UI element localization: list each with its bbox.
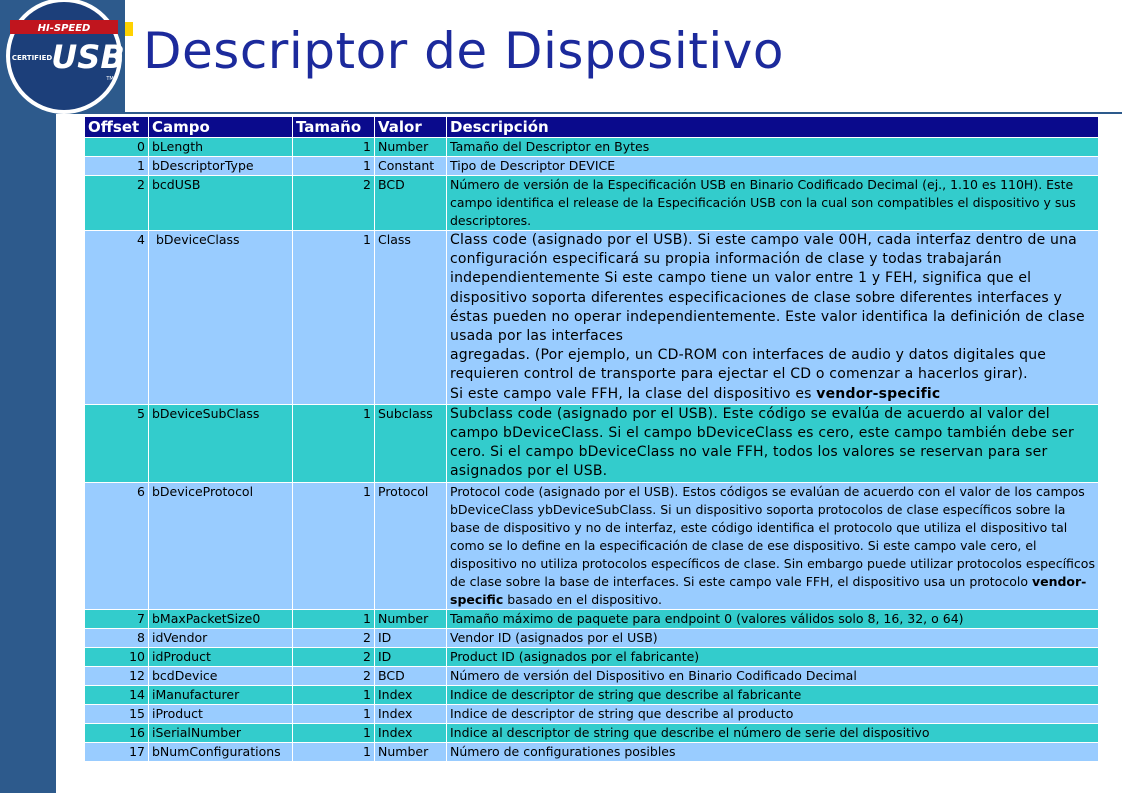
- cell-valor: Index: [375, 723, 447, 742]
- cell-offset: 8: [85, 628, 149, 647]
- cell-tamano: 2: [293, 628, 375, 647]
- header-tamano: Tamaño: [293, 117, 375, 138]
- cell-descripcion: Indice de descriptor de string que describe al fabricante: [447, 685, 1099, 704]
- desc-text: Class code (asignado por el USB). Si este campo vale 00H, cada interfaz dentro de una configuración especificará su propia información de clase y todas trabajarán independientemente Si este campo tiene un valor entre 1 y FEH, significa que el dispositivo soporta diferentes especificaciones de clase sobre diferentes interfaces y éstas pueden no operar independientemente. Este valor identifica la definición de clase usada por las interfaces agregadas. (Por ejemplo, un CD-ROM con interfaces de audio y datos digitales que requieren control de transporte para ejectar el CD o comenzar a hacerlos girar). Si este campo vale FFH, la clase del dispositivo es: [450, 232, 1085, 402]
- cell-offset: 0: [85, 138, 149, 157]
- cell-offset: 7: [85, 609, 149, 628]
- table-row: [85, 647, 1099, 666]
- table-row: [85, 176, 1099, 231]
- table-row: [85, 231, 1099, 405]
- cell-offset: 12: [85, 666, 149, 685]
- cell-descripcion: Número de versión de la Especificación USB en Binario Codificado Decimal (ej., 1.10 es 110H). Este campo identifica el release de la Especificación USB con la cual son compatibles el dispositivo y sus descriptores.: [447, 176, 1099, 231]
- cell-valor: Number: [375, 609, 447, 628]
- header-descripcion: Descripción: [447, 117, 1099, 138]
- cell-campo: bDescriptorType: [149, 157, 293, 176]
- cell-valor: Class: [375, 231, 447, 405]
- logo-side-text: CERTIFIED: [11, 54, 53, 62]
- table-row: [85, 609, 1099, 628]
- cell-descripcion: [447, 482, 1099, 609]
- cell-tamano: 1: [293, 157, 375, 176]
- cell-descripcion: Vendor ID (asignados por el USB): [447, 628, 1099, 647]
- left-side-band: [0, 112, 56, 793]
- cell-campo: iProduct: [149, 704, 293, 723]
- cell-valor: ID: [375, 628, 447, 647]
- header-valor: Valor: [375, 117, 447, 138]
- cell-campo: bcdUSB: [149, 176, 293, 231]
- cell-campo: bLength: [149, 138, 293, 157]
- table-row: [85, 742, 1099, 761]
- cell-descripcion: Product ID (asignados por el fabricante): [447, 647, 1099, 666]
- header-campo: Campo: [149, 117, 293, 138]
- cell-valor: Index: [375, 685, 447, 704]
- desc-tail-text: basado en el dispositivo.: [503, 591, 662, 607]
- cell-tamano: 2: [293, 647, 375, 666]
- cell-campo: bDeviceClass: [149, 231, 293, 405]
- cell-valor: BCD: [375, 666, 447, 685]
- table-header-row: [85, 117, 1099, 138]
- cell-descripcion: Número de configurationes posibles: [447, 742, 1099, 761]
- cell-campo: iManufacturer: [149, 685, 293, 704]
- cell-campo: bDeviceProtocol: [149, 482, 293, 609]
- cell-tamano: 2: [293, 666, 375, 685]
- title-divider: [56, 112, 1122, 114]
- cell-descripcion: Indice al descriptor de string que describe el número de serie del dispositivo: [447, 723, 1099, 742]
- cell-descripcion: [447, 231, 1099, 405]
- table-row: [85, 723, 1099, 742]
- cell-offset: 6: [85, 482, 149, 609]
- table-row: [85, 685, 1099, 704]
- cell-offset: 16: [85, 723, 149, 742]
- cell-descripcion: Tamaño del Descriptor en Bytes: [447, 138, 1099, 157]
- cell-tamano: 1: [293, 609, 375, 628]
- cell-offset: 17: [85, 742, 149, 761]
- table-row: [85, 628, 1099, 647]
- table-row: [85, 157, 1099, 176]
- table-row: [85, 138, 1099, 157]
- cell-offset: 10: [85, 647, 149, 666]
- cell-campo: bDeviceSubClass: [149, 404, 293, 482]
- cell-valor: BCD: [375, 176, 447, 231]
- cell-valor: ID: [375, 647, 447, 666]
- cell-tamano: 1: [293, 685, 375, 704]
- cell-offset: 4: [85, 231, 149, 405]
- cell-tamano: 1: [293, 404, 375, 482]
- cell-descripcion: Tipo de Descriptor DEVICE: [447, 157, 1099, 176]
- logo-tm: TM: [106, 76, 114, 82]
- cell-offset: 1: [85, 157, 149, 176]
- page-title: Descriptor de Dispositivo: [143, 22, 784, 80]
- logo-main-text: USB: [51, 38, 125, 76]
- cell-campo: bcdDevice: [149, 666, 293, 685]
- cell-tamano: 1: [293, 704, 375, 723]
- cell-descripcion: Número de versión del Dispositivo en Binario Codificado Decimal: [447, 666, 1099, 685]
- desc-bold-text: vendor-specific: [816, 385, 941, 402]
- header-offset: Offset: [85, 117, 149, 138]
- cell-offset: 14: [85, 685, 149, 704]
- cell-descripcion: Tamaño máximo de paquete para endpoint 0 (valores válidos solo 8, 16, 32, o 64): [447, 609, 1099, 628]
- cell-valor: Index: [375, 704, 447, 723]
- cell-campo: iSerialNumber: [149, 723, 293, 742]
- cell-tamano: 1: [293, 231, 375, 405]
- cell-offset: 5: [85, 404, 149, 482]
- cell-valor: Subclass: [375, 404, 447, 482]
- table-row: [85, 666, 1099, 685]
- cell-descripcion: Subclass code (asignado por el USB). Este código se evalúa de acuerdo al valor del campo bDeviceClass. Si el campo bDeviceClass es cero, este campo también debe ser cero. Si el campo bDeviceClass no vale FFH, todos los valores se reservan para ser asignados por el USB.: [447, 404, 1099, 482]
- cell-tamano: 1: [293, 742, 375, 761]
- table-row: [85, 482, 1099, 609]
- descriptor-table: [84, 116, 1099, 762]
- logo-top-text: HI-SPEED: [37, 23, 91, 34]
- cell-campo: idProduct: [149, 647, 293, 666]
- cell-descripcion: Indice de descriptor de string que describe al producto: [447, 704, 1099, 723]
- cell-offset: 2: [85, 176, 149, 231]
- table-row: [85, 704, 1099, 723]
- cell-valor: Number: [375, 138, 447, 157]
- cell-valor: Number: [375, 742, 447, 761]
- desc-bold-text: vendor-specific: [450, 573, 1087, 607]
- cell-tamano: 1: [293, 723, 375, 742]
- desc-text: Protocol code (asignado por el USB). Estos códigos se evalúan de acuerdo con el valor de los campos bDeviceClass ybDeviceSubClass. Si un dispositivo soporta protocolos de clase específicos sobre la base de dispositivo y no de interfaz, este código identifica el protocolo que utiliza el dispositivo tal como se lo define en la especificación de clase de ese dispositivo. Si este campo vale cero, el dispositivo no utiliza protocolos específicos de clase. Sin embargo puede utilizar protocolos específicos de clase sobre la base de interfaces. Si este campo vale FFH, el dispositivo usa un protocolo: [450, 483, 1095, 589]
- cell-tamano: 1: [293, 138, 375, 157]
- cell-tamano: 2: [293, 176, 375, 231]
- cell-valor: Protocol: [375, 482, 447, 609]
- table-row: [85, 404, 1099, 482]
- cell-offset: 15: [85, 704, 149, 723]
- cell-campo: bNumConfigurations: [149, 742, 293, 761]
- usb-logo: [2, 0, 130, 118]
- descriptor-table-wrap: [84, 116, 1098, 762]
- cell-campo: idVendor: [149, 628, 293, 647]
- cell-campo: bMaxPacketSize0: [149, 609, 293, 628]
- cell-tamano: 1: [293, 482, 375, 609]
- cell-valor: Constant: [375, 157, 447, 176]
